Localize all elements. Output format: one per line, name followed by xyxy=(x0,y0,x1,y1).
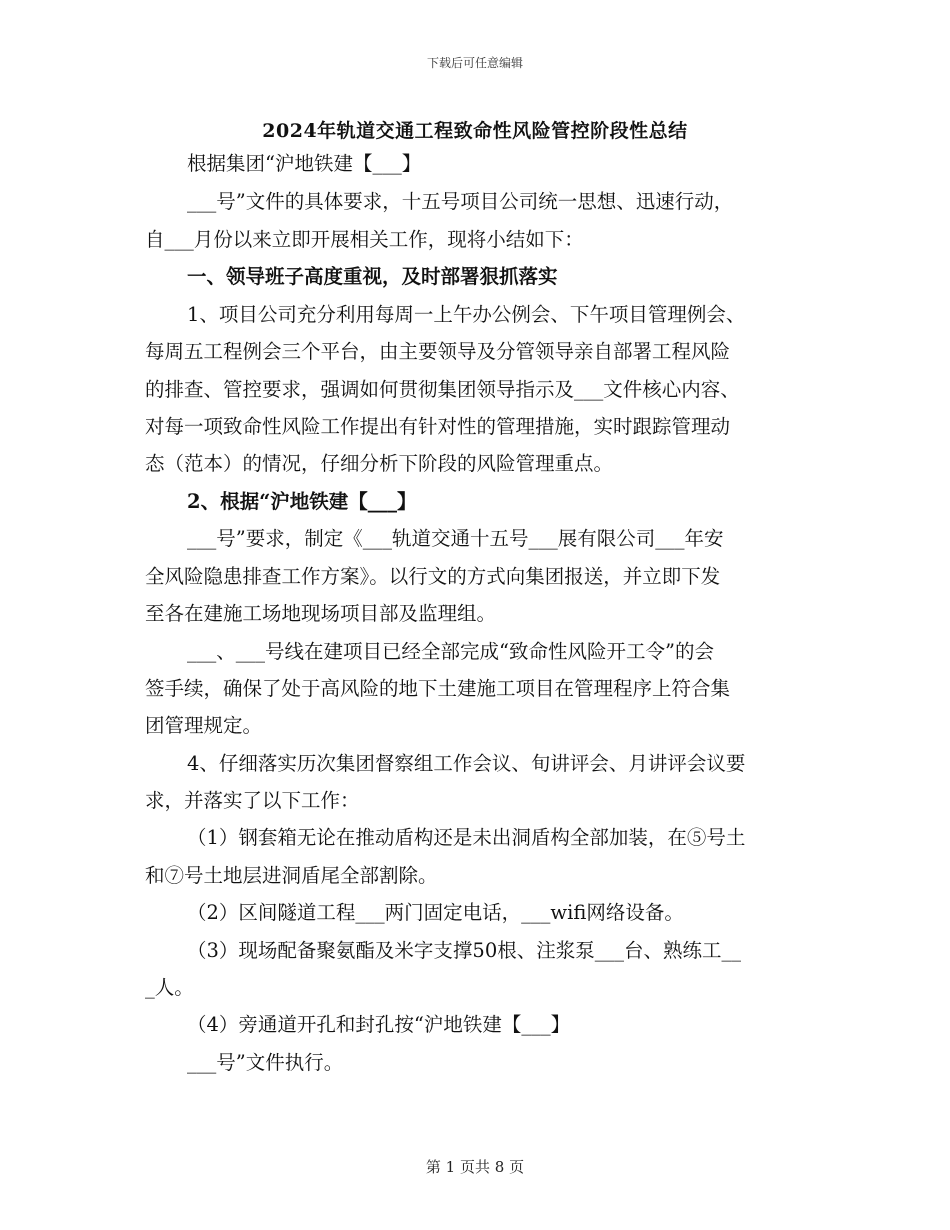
paragraph-line: ___、___号线在建项目已经全部完成“致命性风险开工令”的会 xyxy=(187,640,714,663)
page-footer: 第 1 页共 8 页 xyxy=(425,1158,525,1176)
paragraph-line: 求，并落实了以下工作： xyxy=(145,789,360,812)
list-item-line: （4）旁通道开孔和封孔按“沪地铁建【___】 xyxy=(187,1013,571,1036)
paragraph-line: ___号”要求，制定《___轨道交通十五号___展有限公司___年安 xyxy=(187,527,724,550)
list-item-line: _人。 xyxy=(145,976,194,999)
list-item-line: 和⑦号土地层进洞盾尾全部割除。 xyxy=(145,864,438,887)
paragraph-line: 对每一项致命性风险工作提出有针对性的管理措施，实时跟踪管理动 xyxy=(145,415,731,438)
subsection-heading: 2、根据“沪地铁建【___】 xyxy=(187,490,417,513)
paragraph-line: 全风险隐患排查工作方案》。以行文的方式向集团报送，并立即下发 xyxy=(145,565,721,588)
paragraph-line: 态（范本）的情况，仔细分析下阶段的风险管理重点。 xyxy=(145,452,614,475)
paragraph-line: 根据集团“沪地铁建【___】 xyxy=(187,152,422,175)
paragraph-line: 4、仔细落实历次集团督察组工作会议、旬讲评会、月讲评会议要 xyxy=(187,752,746,775)
paragraph-line: 团管理规定。 xyxy=(145,714,263,737)
list-item-line: ___号”文件执行。 xyxy=(187,1051,344,1074)
paragraph-line: 自___月份以来立即开展相关工作，现将小结如下： xyxy=(145,228,584,251)
paragraph-line: 1、项目公司充分利用每周一上午办公例会、下午项目管理例会、 xyxy=(187,303,746,326)
document-title: 2024年轨道交通工程致命性风险管控阶段性总结 xyxy=(262,120,688,142)
list-item-line: （3）现场配备聚氨酯及米字支撑50根、注浆泵___台、熟练工__ xyxy=(187,939,741,962)
paragraph-line: 签手续，确保了处于高风险的地下土建施工项目在管理程序上符合集 xyxy=(145,677,731,700)
list-item-line: （2）区间隧道工程___两门固定电话，___wifi网络设备。 xyxy=(187,901,684,924)
list-item-line: （1）钢套箱无论在推动盾构还是未出洞盾构全部加装，在⑤号土 xyxy=(187,826,746,849)
section-heading: 一、领导班子高度重视，及时部署狠抓落实 xyxy=(187,265,558,288)
paragraph-line: 至各在建施工场地现场项目部及监理组。 xyxy=(145,602,497,625)
header-note: 下载后可任意编辑 xyxy=(426,56,523,70)
paragraph-line: 每周五工程例会三个平台，由主要领导及分管领导亲自部署工程风险 xyxy=(145,340,731,363)
paragraph-line: 的排查、管控要求，强调如何贯彻集团领导指示及___文件核心内容、 xyxy=(145,378,740,401)
paragraph-line: ___号”文件的具体要求，十五号项目公司统一思想、迅速行动， xyxy=(187,190,734,213)
